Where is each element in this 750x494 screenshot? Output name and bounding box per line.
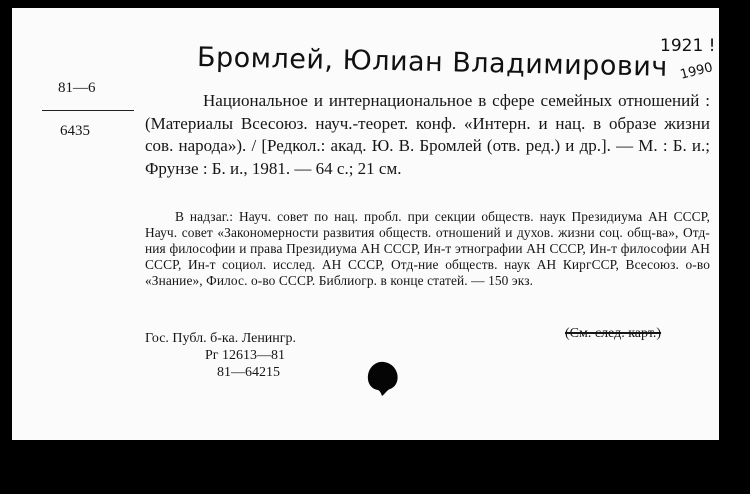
accession-number: 81—64215 xyxy=(217,365,280,380)
call-number-top: 81—6 xyxy=(58,80,96,96)
handwritten-birth-year: 1921 ! xyxy=(660,36,716,56)
struck-see-next-card: (См. след. карт.) xyxy=(565,326,662,341)
publisher-note: В надзаг.: Науч. совет по нац. пробл. при секции обществ. наук Президиума АН СССР, Науч. совет «Закономерности развития обществ. отношений и духов. жизни соц. общ-ва», Отд-ния философии и права Президиума АН СССР, Ин-т этнографии АН СССР, Ин-т философии АН СССР, Ин-т социол. исслед. АН СССР, Отд-ние обществ. наук АН КиргССР, Всесоюз. о-во «Знание», Филос. о-во СССР. Библиогр. в конце статей. — 150 экз. xyxy=(145,209,710,288)
registration-number: Рг 12613—81 xyxy=(205,348,286,363)
bibliographic-description: Национальное и интернациональное в сфере семейных отношений : (Материалы Всесоюз. науч.-теорет. конф. «Интерн. и нац. в образе жизни сов. народа»). / [Редкол.: акад. Ю. В. Бромлей (отв. ред.) и др.]. — М. : Б. и.; Фрунзе : Б. и., 1981. — 64 с.; 21 см. xyxy=(145,91,710,178)
catalog-card xyxy=(12,8,719,440)
handwritten-death-year: 1990 xyxy=(678,60,715,83)
handwritten-author-name: Бромлей, Юлиан Владимирович xyxy=(196,42,669,83)
call-number-divider xyxy=(42,110,134,111)
ink-blot xyxy=(362,358,402,398)
holding-library: Гос. Публ. б-ка. Ленингр. xyxy=(145,331,297,346)
call-number-bottom: 6435 xyxy=(60,123,90,139)
